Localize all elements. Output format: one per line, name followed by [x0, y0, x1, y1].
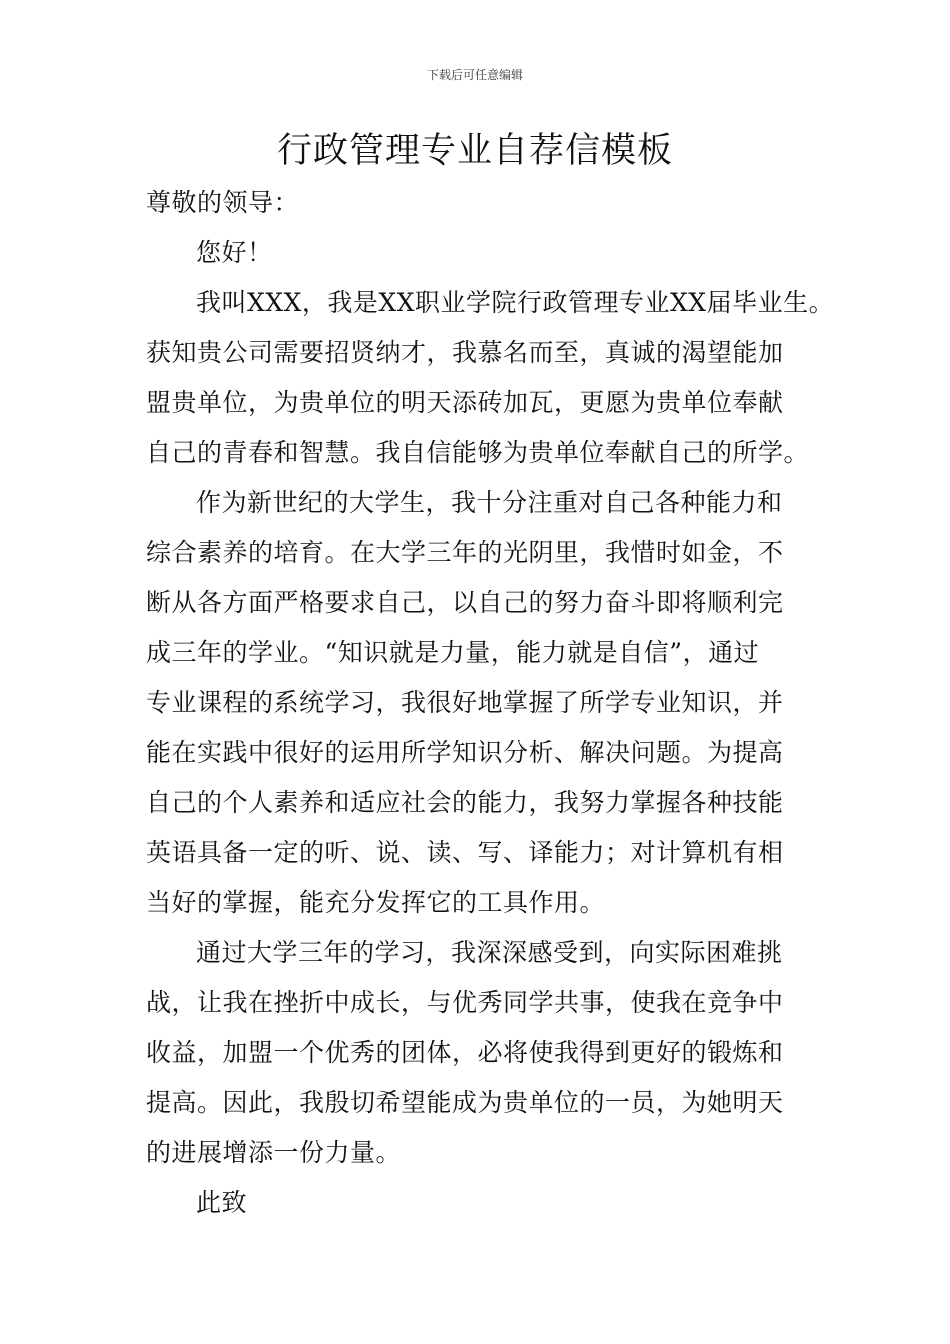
document-title: 行政管理专业自荐信模板	[276, 131, 673, 171]
body-line: 我叫XXX，我是XX职业学院行政管理专业XX届毕业生。	[196, 288, 835, 317]
body-line: 断从各方面严格要求自己，以自己的努力奋斗即将顺利完	[146, 588, 784, 617]
body-line: 作为新世纪的大学生，我十分注重对自己各种能力和	[196, 488, 783, 517]
body-line: 盟贵单位，为贵单位的明天添砖加瓦，更愿为贵单位奉献	[146, 388, 784, 417]
body-line: 自己的个人素养和适应社会的能力，我努力掌握各种技能	[146, 788, 784, 817]
body-line: 您好！	[196, 238, 273, 267]
body-line: 自己的青春和智慧。我自信能够为贵单位奉献自己的所学。	[146, 438, 810, 467]
salutation: 尊敬的领导：	[146, 188, 300, 217]
body-line: 当好的掌握，能充分发挥它的工具作用。	[146, 888, 606, 917]
body-line: 能在实践中很好的运用所学知识分析、解决问题。为提高	[146, 738, 784, 767]
body-line: 此致	[196, 1188, 248, 1217]
body-line: 提高。因此，我殷切希望能成为贵单位的一员，为她明天	[146, 1088, 784, 1117]
body-line: 战，让我在挫折中成长，与优秀同学共事，使我在竞争中	[146, 988, 784, 1017]
body-line: 通过大学三年的学习，我深深感受到，向实际困难挑	[196, 938, 783, 967]
body-line: 获知贵公司需要招贤纳才，我慕名而至，真诚的渴望能加	[146, 338, 784, 367]
body-line: 综合素养的培育。在大学三年的光阴里，我惜时如金，不	[146, 538, 784, 567]
header-note: 下载后可任意编辑	[426, 68, 523, 82]
body-line: 英语具备一定的听、说、读、写、译能力；对计算机有相	[146, 838, 784, 867]
body-line: 收益，加盟一个优秀的团体，必将使我得到更好的锻炼和	[146, 1038, 784, 1067]
body-line: 专业课程的系统学习，我很好地掌握了所学专业知识，并	[146, 688, 784, 717]
letter-body	[146, 178, 846, 1228]
body-line: 的进展增添一份力量。	[146, 1138, 402, 1167]
body-line: 成三年的学业。“知识就是力量，能力就是自信”，通过	[146, 638, 760, 667]
